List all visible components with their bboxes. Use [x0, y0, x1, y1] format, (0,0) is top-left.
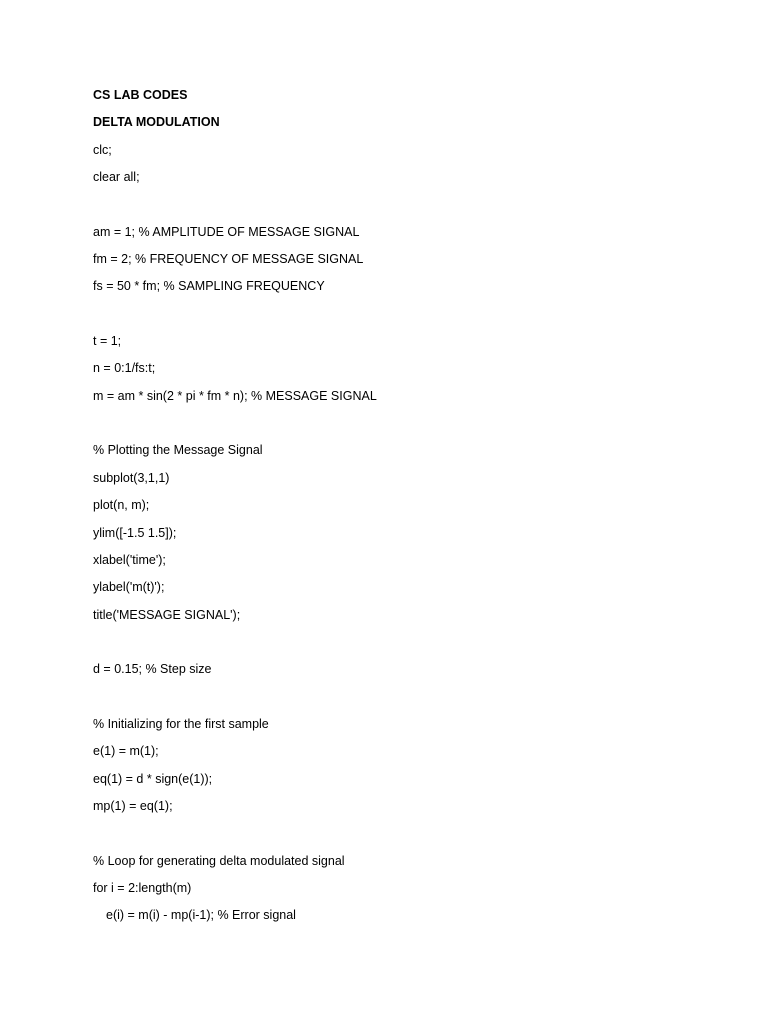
code-comment-line: % Plotting the Message Signal [93, 443, 263, 458]
code-line: xlabel('time'); [93, 552, 166, 567]
code-comment-line: % Loop for generating delta modulated signal [93, 853, 345, 868]
code-line: n = 0:1/fs:t; [93, 361, 156, 376]
code-line: d = 0.15; % Step size [93, 662, 212, 677]
code-line: clear all; [93, 170, 140, 185]
blank-line [93, 305, 713, 332]
code-line: ylim([-1.5 1.5]); [93, 525, 177, 540]
blank-line [93, 824, 713, 851]
code-line-indented: e(i) = m(i) - mp(i-1); % Error signal [106, 908, 296, 923]
blank-line [93, 688, 713, 715]
code-line: t = 1; [93, 334, 122, 349]
code-line: subplot(3,1,1) [93, 470, 170, 485]
code-line: for i = 2:length(m) [93, 880, 192, 895]
document-heading: CS LAB CODES [93, 88, 188, 102]
blank-line [93, 633, 713, 660]
code-line: title('MESSAGE SIGNAL'); [93, 607, 241, 622]
code-line: ylabel('m(t)'); [93, 580, 165, 595]
code-line: eq(1) = d * sign(e(1)); [93, 771, 213, 786]
document-body [93, 86, 713, 934]
code-line: clc; [93, 142, 112, 157]
code-line: mp(1) = eq(1); [93, 798, 173, 813]
code-line: m = am * sin(2 * pi * fm * n); % MESSAGE SIGNAL [93, 388, 377, 403]
blank-line [93, 414, 713, 441]
code-comment-line: % Initializing for the first sample [93, 716, 269, 731]
code-line: fm = 2; % FREQUENCY OF MESSAGE SIGNAL [93, 252, 364, 267]
section-title: DELTA MODULATION [93, 115, 220, 130]
code-line: am = 1; % AMPLITUDE OF MESSAGE SIGNAL [93, 224, 360, 239]
blank-line [93, 195, 713, 222]
code-line: plot(n, m); [93, 498, 150, 513]
code-line: e(1) = m(1); [93, 744, 159, 759]
code-line: fs = 50 * fm; % SAMPLING FREQUENCY [93, 279, 325, 294]
